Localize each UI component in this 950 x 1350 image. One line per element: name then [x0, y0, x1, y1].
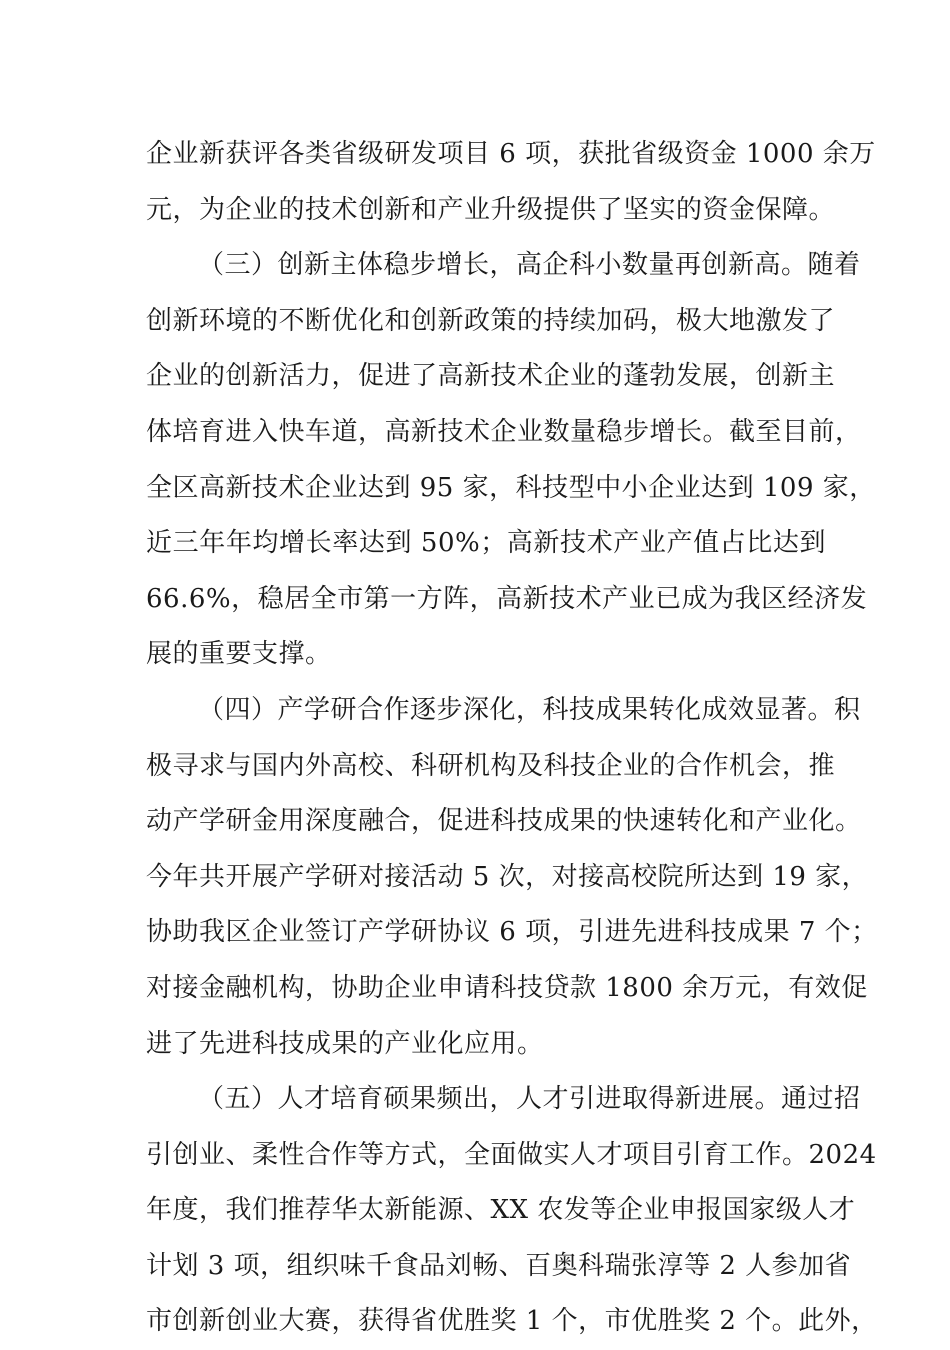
text-line: 进了先进科技成果的产业化应用。: [146, 1028, 544, 1059]
text-line: 体培育进入快车道，高新技术企业数量稳步增长。截至目前，: [146, 416, 862, 447]
text-line: 创新环境的不断优化和创新政策的持续加码，极大地激发了: [146, 305, 836, 336]
text-line: 计划 3 项，组织味千食品刘畅、百奥科瑞张淳等 2 人参加省: [146, 1250, 852, 1281]
document-body: [146, 127, 878, 1350]
text-line: （四）产学研合作逐步深化，科技成果转化成效显著。积: [198, 694, 861, 725]
text-line: 今年共开展产学研对接活动 5 次，对接高校院所达到 19 家，: [146, 861, 869, 892]
text-line: 协助我区企业签订产学研协议 6 项，引进先进科技成果 7 个；: [146, 917, 878, 948]
text-line: （三）创新主体稳步增长，高企科小数量再创新高。随着: [198, 250, 861, 281]
text-line: 全区高新技术企业达到 95 家，科技型中小企业达到 109 家，: [146, 472, 876, 503]
text-line: 企业新获评各类省级研发项目 6 项，获批省级资金 1000 余万: [146, 139, 876, 169]
text-line: 对接金融机构，协助企业申请科技贷款 1800 余万元，有效促: [146, 972, 868, 1003]
text-line: 市创新创业大赛，获得省优胜奖 1 个，市优胜奖 2 个。此外，: [146, 1306, 878, 1337]
text-line: 66.6%，稳居全市第一方阵，高新技术产业已成为我区经济发: [146, 583, 868, 614]
text-line: （五）人才培育硕果频出，人才引进取得新进展。通过招: [198, 1084, 861, 1115]
text-line: 年度，我们推荐华太新能源、XX 农发等企业申报国家级人才: [146, 1195, 856, 1226]
text-line: 元，为企业的技术创新和产业升级提供了坚实的资金保障。: [146, 194, 836, 225]
text-line: 展的重要支撑。: [146, 639, 332, 670]
text-line: 企业的创新活力，促进了高新技术企业的蓬勃发展，创新主: [146, 361, 836, 392]
text-line: 引创业、柔性合作等方式，全面做实人才项目引育工作。2024: [146, 1139, 877, 1170]
text-line: 动产学研金用深度融合，促进科技成果的快速转化和产业化。: [146, 806, 862, 837]
text-line: 近三年年均增长率达到 50%；高新技术产业产值占比达到: [146, 528, 826, 559]
text-line: 极寻求与国内外高校、科研机构及科技企业的合作机会，推: [146, 750, 836, 781]
